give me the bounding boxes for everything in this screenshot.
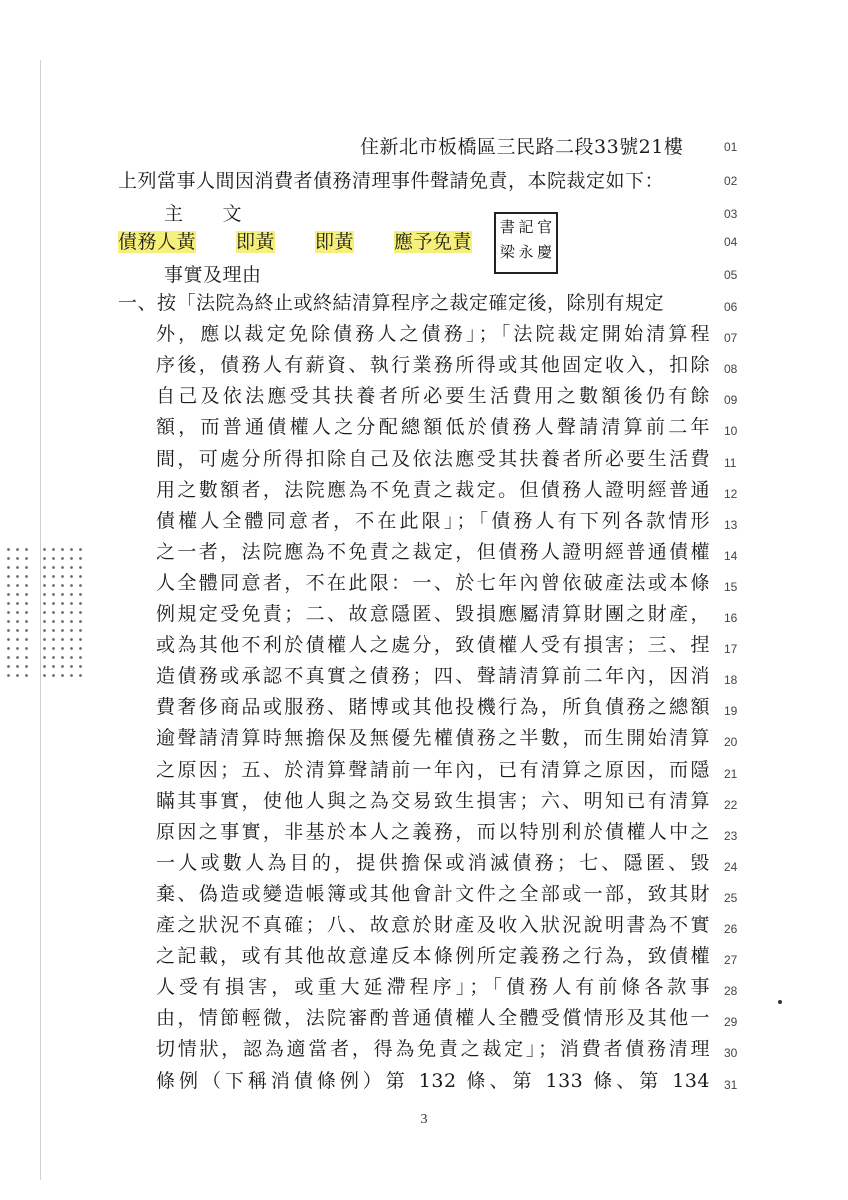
ruling-part-4: 應予免責 — [394, 231, 473, 253]
body-line: 一人或數人為目的，提供擔保或消滅債務；七、隱匿、毀 — [156, 851, 710, 874]
line-number: 19 — [724, 704, 738, 719]
body-line: 用之數額者，法院應為不免責之裁定。但債務人證明經普通 — [156, 478, 710, 501]
seal-char: 書 — [499, 218, 515, 236]
body-line: 債權人全體同意者，不在此限」；「債務人有下列各款情形 — [156, 509, 710, 532]
body-line: 條例（下稱消債條例）第 132 條、第 133 條、第 134 — [156, 1069, 710, 1092]
body-line: 之一者，法院應為不免責之裁定，但債務人證明經普通債權 — [156, 540, 710, 563]
binding-holes-pattern — [4, 545, 84, 680]
line-number: 21 — [724, 766, 738, 781]
line-number: 28 — [724, 984, 738, 999]
body-line: 逾聲請清算時無擔保及無優先權債務之半數，而生開始清算 — [156, 727, 710, 750]
line-number: 09 — [724, 393, 738, 408]
body-line: 人受有損害，或重大延滯程序」；「債務人有前條各款事 — [156, 976, 710, 999]
line-number: 30 — [724, 1046, 738, 1061]
line-number: 31 — [724, 1077, 738, 1092]
body-line: 外，應以裁定免除債務人之債務」；「法院裁定開始清算程 — [156, 323, 710, 346]
body-line: 費奢侈商品或服務、賭博或其他投機行為，所負債務之總額 — [156, 696, 710, 719]
body-line: 造債務或承認不真實之債務；四、聲請清算前二年內，因消 — [156, 665, 710, 688]
intro-line: 上列當事人間因消費者債務清理事件聲請免責，本院裁定如下： — [118, 170, 665, 192]
body-line: 人全體同意者，不在此限：一、於七年內曾依破產法或本條 — [156, 571, 710, 594]
seal-char: 記 — [518, 218, 534, 236]
body-line: 棄、偽造或變造帳簿或其他會計文件之全部或一部，致其財 — [156, 882, 710, 905]
line-number: 04 — [724, 235, 738, 249]
line-number: 06 — [724, 300, 738, 314]
seal-char: 官 — [537, 218, 553, 236]
line-number: 10 — [724, 424, 738, 439]
body-line: 產之狀況不真確；八、故意於財產及收入狀況說明書為不實 — [156, 914, 710, 936]
page-number: 3 — [420, 1112, 428, 1127]
heading-reasons: 事實及理由 — [164, 264, 262, 286]
ruling-line — [118, 229, 710, 255]
line-number: 13 — [724, 517, 738, 532]
line-number: 22 — [724, 797, 738, 812]
line-number: 25 — [724, 890, 738, 905]
line-number: 15 — [724, 579, 738, 594]
body-line: 之記載，或有其他故意違反本條例所定義務之行為，致債權 — [156, 945, 710, 968]
body-line: 序後，債務人有薪資、執行業務所得或其他固定收入，扣除 — [156, 354, 710, 377]
line-number: 01 — [724, 140, 738, 154]
line-number: 05 — [724, 268, 738, 282]
line-number: 18 — [724, 673, 738, 688]
line-number: 23 — [724, 828, 738, 843]
heading-main: 主 文 — [164, 203, 243, 225]
body-line: 之原因；五、於清算聲請前一年內，已有清算之原因，而隱 — [156, 758, 710, 781]
body-line: 額，而普通債權人之分配總額低於債務人聲請清算前二年 — [156, 416, 710, 439]
line-number: 27 — [724, 953, 738, 968]
line-number: 16 — [724, 611, 738, 625]
body-line: 一、按「法院為終止或終結清算程序之裁定確定後，除別有規定 — [118, 292, 665, 314]
body-line: 間，可處分所得扣除自己及依法應受其扶養者所必要生活費 — [156, 447, 710, 470]
line-number: 11 — [724, 455, 737, 470]
line-number: 20 — [724, 735, 738, 750]
body-line: 由，情節輕微，法院審酌普通債權人全體受償情形及其他一 — [156, 1007, 710, 1030]
body-line: 自己及依法應受其扶養者所必要生活費用之數額後仍有餘 — [156, 385, 710, 408]
body-line: 原因之事實，非基於本人之義務，而以特別利於債權人中之 — [156, 820, 710, 843]
line-number: 26 — [724, 922, 738, 936]
seal-char: 永 — [518, 243, 534, 261]
line-number: 29 — [724, 1015, 738, 1030]
seal-char: 梁 — [499, 243, 515, 261]
body-line: 例規定受免責；二、故意隱匿、毀損應屬清算財團之財產， — [156, 603, 710, 625]
ruling-part-1: 債務人黃 — [118, 231, 197, 253]
address-line: 住新北市板橋區三民路二段33號21樓 — [360, 136, 684, 158]
line-number: 14 — [724, 548, 738, 563]
line-number: 24 — [724, 859, 738, 874]
body-line: 或為其他不利於債權人之處分，致債權人受有損害；三、捏 — [156, 634, 710, 657]
line-number: 07 — [724, 331, 738, 346]
ruling-part-2: 即黃 — [236, 231, 276, 253]
seal-char: 慶 — [537, 243, 553, 261]
line-number: 03 — [724, 207, 738, 221]
line-number: 08 — [724, 362, 738, 377]
body-line: 切情狀，認為適當者，得為免責之裁定」；消費者債務清理 — [156, 1038, 710, 1061]
line-number: 17 — [724, 642, 738, 657]
line-number: 02 — [724, 174, 738, 188]
body-line: 瞞其事實，使他人與之為交易致生損害；六、明知已有清算 — [156, 789, 710, 812]
ruling-part-3: 即黃 — [315, 231, 355, 253]
scan-speck — [778, 1000, 782, 1004]
line-number: 12 — [724, 486, 738, 501]
